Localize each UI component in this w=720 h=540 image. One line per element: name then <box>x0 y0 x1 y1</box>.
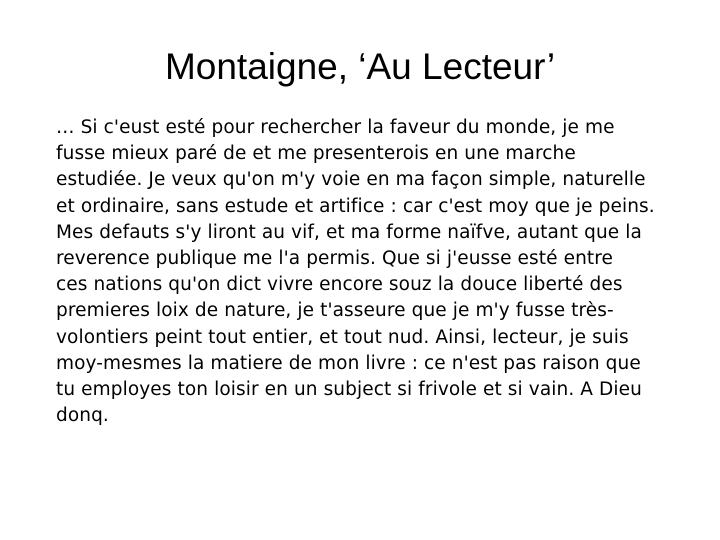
quote-line: fusse mieux paré de et me presenterois en une marche <box>56 143 576 165</box>
quote-line: volontiers peint tout entier, et tout nud. Ainsi, lecteur, je suis <box>56 326 629 348</box>
quote-line: Mes defauts s'y liront au vif, et ma forme naïfve, autant que la <box>56 221 642 243</box>
slide-title: Montaigne, ‘Au Lecteur’ <box>164 46 556 87</box>
quote-line: reverence publique me l'a permis. Que si j'eusse esté entre <box>56 248 614 270</box>
quote-line: ces nations qu'on dict vivre encore souz la douce liberté des <box>56 274 623 296</box>
quote-line: estudiée. Je veux qu'on m'y voie en ma façon simple, naturelle <box>56 169 646 191</box>
quote-line: donq. <box>56 405 109 427</box>
quote-line: tu employes ton loisir en un subject si frivole et si vain. A Dieu <box>56 379 642 401</box>
quote-text <box>56 115 696 429</box>
quote-line: moy-mesmes la matiere de mon livre : ce n'est pas raison que <box>56 352 641 374</box>
quote-line: et ordinaire, sans estude et artifice : car c'est moy que je peins. <box>56 195 655 217</box>
quote-line: … Si c'eust esté pour rechercher la faveur du monde, je me <box>56 117 615 138</box>
quote-line: premieres loix de nature, je t'asseure que je m'y fusse très- <box>56 300 614 322</box>
